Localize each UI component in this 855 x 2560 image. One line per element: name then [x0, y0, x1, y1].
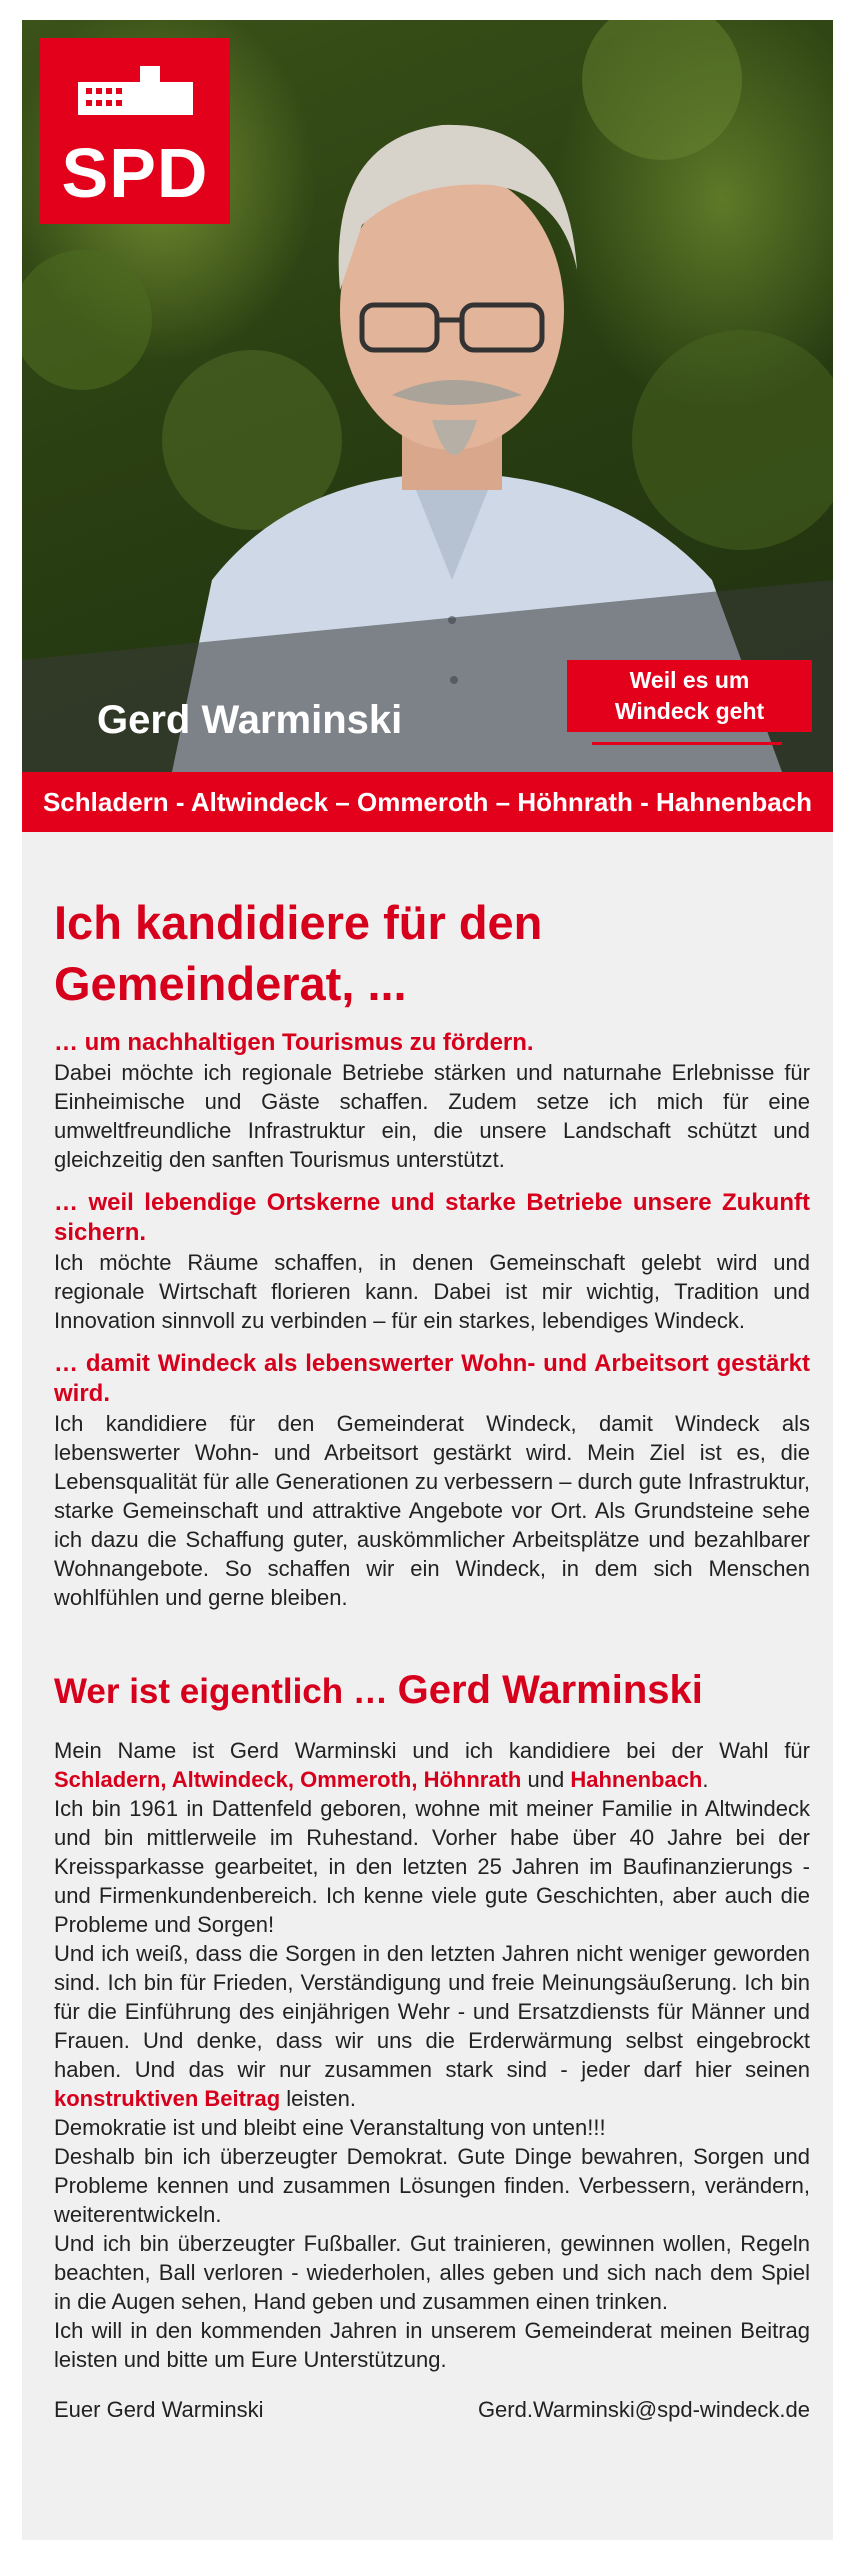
slogan-badge [567, 660, 812, 732]
section-text: Dabei möchte ich regionale Betriebe stärken und naturnahe Erlebnisse für Einheimische und Gäste schaffen. Zudem setze ich mich für eine umweltfreundliche Infrastruktur ein, die unsere Landschaft schützt und gleichzeitig den sanften Tourismus unterstützt. [54, 1060, 810, 1172]
hero-photo-section [22, 20, 833, 772]
section-subheading: … weil lebendige Ortskerne und starke Betriebe unsere Zukunft sichern. [54, 1189, 810, 1246]
slogan-line-2: Windeck geht [614, 698, 765, 724]
about-intro [54, 1736, 810, 1794]
section-subheading: … um nachhaltigen Tourismus zu fördern. [54, 1029, 534, 1056]
signature-name: Euer Gerd Warminski [54, 2397, 264, 2422]
about-heading-name: Gerd Warminski [397, 1668, 703, 1712]
intro-text: Mein Name ist Gerd Warminski und ich kandidiere bei der Wahl für [54, 1738, 810, 1763]
about-paragraph: Ich bin 1961 in Dattenfeld geboren, wohne mit meiner Familie in Altwindeck und bin mittlerweile im Ruhestand. Vorher habe über 40 Jahre bei der Kreissparkasse gearbeitet, in den letzten 25 Jahren im Baufinanzierungs - und Firmenkundenbereich. Ich kenne viele gute Geschichten, aber auch die Probleme und Sorgen! [54, 1796, 810, 1937]
intro-last-place: Hahnenbach [570, 1767, 703, 1792]
signature-row [54, 2396, 810, 2424]
intro-and: und [527, 1767, 565, 1792]
page-title: Ich kandidiere für den Gemeinderat, ... [54, 896, 543, 1010]
main-content [54, 892, 810, 2424]
building-icon [78, 60, 193, 115]
section-subheading: … damit Windeck als lebenswerter Wohn- und Arbeitsort gestärkt wird. [54, 1350, 810, 1407]
about-heading-prefix: Wer ist eigentlich … [54, 1672, 388, 1711]
slogan-line-1: Weil es um [629, 667, 750, 693]
para2-highlight: konstruktiven Beitrag [54, 2086, 281, 2111]
intro-end: . [702, 1767, 709, 1792]
para2-end: leisten. [286, 2086, 357, 2111]
section-text: Ich möchte Räume schaffen, in denen Gemeinschaft gelebt wird und regionale Wirtschaft florieren kann. Dabei ist mir wichtig, Tradition und Innovation sinnvoll zu verbinden – für ein starkes, lebendiges Windeck. [54, 1250, 810, 1333]
about-paragraph: Ich will in den kommenden Jahren in unserem Gemeinderat meinen Beitrag leisten und bitte um Eure Unterstützung. [54, 2318, 810, 2372]
email-link[interactable]: Gerd.Warminski@spd-windeck.de [477, 2397, 810, 2422]
section-text: Ich kandidiere für den Gemeinderat Windeck, damit Windeck als lebenswerter Wohn- und Arbeitsort gestärkt wird. Mein Ziel ist es, die Lebensqualität für alle Generationen zu verbessern – durch gute Infrastruktur, starke Gemeinschaft und attraktive Angebote vor Ort. Als Grundsteine sehe ich dazu die Schaffung guter, auskömmlicher Arbeitsplätze und bezahlbarer Wohnangebote. So schaffen wir ein Windeck, in dem sich Menschen wohlfühlen und gerne bleiben. [54, 1411, 810, 1610]
about-paragraph: Und ich bin überzeugter Fußballer. Gut trainieren, gewinnen wollen, Regeln beachten, Ball verloren - wiederholen, alles geben und sich nach dem Spiel in die Augen sehen, Hand geben und zusammen einen trinken. [54, 2231, 810, 2314]
slogan-underline [592, 742, 782, 745]
about-paragraph: Deshalb bin ich überzeugter Demokrat. Gute Dinge bewahren, Sorgen und Probleme kennen und zusammen Lösungen finden. Verbessern, verändern, weiterentwickeln. [54, 2144, 810, 2227]
para2-text: Und ich weiß, dass die Sorgen in den letzten Jahren nicht weniger geworden sind. Ich bin für Frieden, Verständigung und freie Meinungsäußerung. Ich bin für die Einführung des einjährigen Wehr - und Ersatzdiensts für Männer und Frauen. Und denke, dass wir uns die Erderwärmung selbst eingebrockt haben. Und das wir nur zusammen stark sind - jeder darf hier seinen [54, 1941, 810, 2082]
intro-places: Schladern, Altwindeck, Ommeroth, Höhnrath [54, 1767, 522, 1792]
about-paragraph [54, 1939, 810, 2113]
spd-logo [40, 38, 230, 224]
flyer-card [22, 20, 833, 2540]
about-heading [54, 1668, 810, 1714]
logo-text: SPD [61, 134, 209, 212]
candidate-name: Gerd Warminski [97, 698, 403, 742]
places-bar: Schladern - Altwindeck – Ommeroth – Höhnrath - Hahnenbach [22, 772, 833, 832]
about-paragraph: Demokratie ist und bleibt eine Veranstaltung von unten!!! [54, 2115, 606, 2140]
